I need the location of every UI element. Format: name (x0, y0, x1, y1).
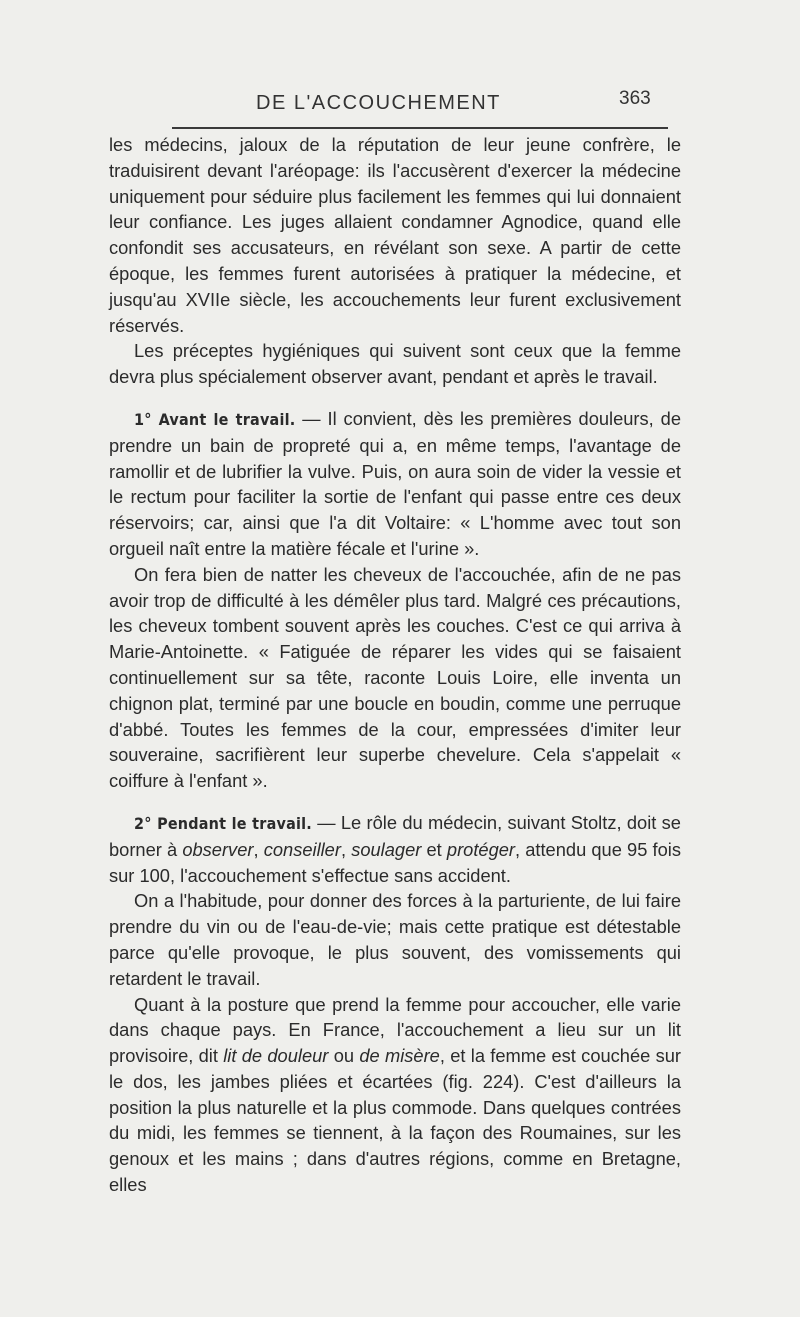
paragraph (109, 992, 681, 1198)
emphasis: conseiller (263, 838, 341, 860)
paragraph-text: On a l'habitude, pour donner des forces à la parturiente, de lui faire prendre du vin ou de l'eau-de-vie; mais cette pratique est détestable parce qu'elle provoque, le plus souvent, des vomissements qui retardent le travail. (109, 890, 681, 989)
emphasis: observer (182, 838, 254, 860)
paragraph-text: — Le rôle du médecin, suivant Stoltz, doit se borner à (109, 811, 681, 860)
paragraph-text: — Il convient, dès les premières douleurs, de prendre un bain de propreté qui a, en même temps, l'avantage de ramollir et de lubrifier la vulve. Puis, on aura soin de vider la vessie et le rectum pour faciliter la sortie de l'enfant qui passe entre ces deux réservoirs; car, ainsi que l'a dit Voltaire: « L'homme avec tout son orgueil naît entre la matière fécale et l'urine ». (109, 407, 681, 559)
paragraph-text: , et la femme est couchée sur le dos, les jambes pliées et écartées (fig. 224). C'est d'ailleurs la position la plus naturelle et la plus commode. Dans quelques contrées du midi, les femmes se tiennent, à la façon des Roumaines, sur les genoux et les mains ; dans d'autres régions, comme en Bretagne, elles (109, 1045, 681, 1196)
paragraph-text: Les préceptes hygiéniques qui suivent sont ceux que la femme devra plus spécialement observer avant, pendant et après le travail. (109, 340, 681, 388)
paragraph-text: On fera bien de natter les cheveux de l'accouchée, afin de ne pas avoir trop de difficulté à les démêler plus tard. Malgré ces précautions, les cheveux tombent souvent après les couches. C'est ce qui arriva à Marie-Antoinette. « Fatiguée de réparer les vides qui se faisaient continuellement sur sa tête, raconte Louis Loire, elle inventa un chignon plat, terminé par une boucle en boudin, comme une perruque d'abbé. Toutes les femmes de la cour, empressées d'imiter leur souveraine, sacrifièrent leur superbe chevelure. Cela s'appelait « coiffure à l'enfant ». (109, 563, 681, 792)
paragraph-text: et (421, 838, 447, 860)
paragraph-text: Quant à la posture que prend la femme pour accoucher, elle varie dans chaque pays. En France, l'accouchement a lieu sur un lit provisoire, dit (109, 993, 681, 1067)
body-text (109, 132, 681, 1198)
paragraph-text: , (340, 838, 352, 860)
paragraph-section-before-labor (109, 406, 681, 562)
paragraph-text: , attendu que 95 fois sur 100, l'accouchement s'effectue sans accident. (109, 838, 681, 886)
emphasis: protéger (446, 838, 515, 860)
paragraph-text: ou (328, 1045, 360, 1067)
header-rule (172, 127, 668, 129)
paragraph-text: les médecins, jaloux de la réputation de leur jeune confrère, le traduisirent devant l'aréopage: ils l'accusèrent d'exercer la médecine uniquement pour séduire plus facilement les femmes qui lui donnaient leur confiance. Les juges allaient condamner Agnodice, quand elle confondit ses accusateurs, en révélant son sexe. A partir de cette époque, les femmes furent autorisées à pratiquer la médecine, et jusqu'au XVIIe siècle, les accouchements leur furent exclusivement réservés. (109, 134, 681, 336)
paragraph (109, 132, 681, 338)
emphasis: soulager (351, 838, 422, 860)
paragraph-text: , (253, 838, 264, 860)
paragraph (109, 562, 681, 794)
paragraph-section-during-labor (109, 810, 681, 888)
paragraph (109, 888, 681, 991)
running-header (0, 88, 800, 122)
running-title: DE L'ACCOUCHEMENT (256, 92, 501, 114)
section-label: 2° Pendant le travail. (134, 813, 312, 833)
section-label: 1° Avant le travail. (134, 409, 296, 429)
page-number: 363 (619, 88, 651, 109)
emphasis: lit de douleur (223, 1045, 329, 1067)
paragraph (109, 338, 681, 390)
emphasis: de misère (359, 1045, 440, 1067)
